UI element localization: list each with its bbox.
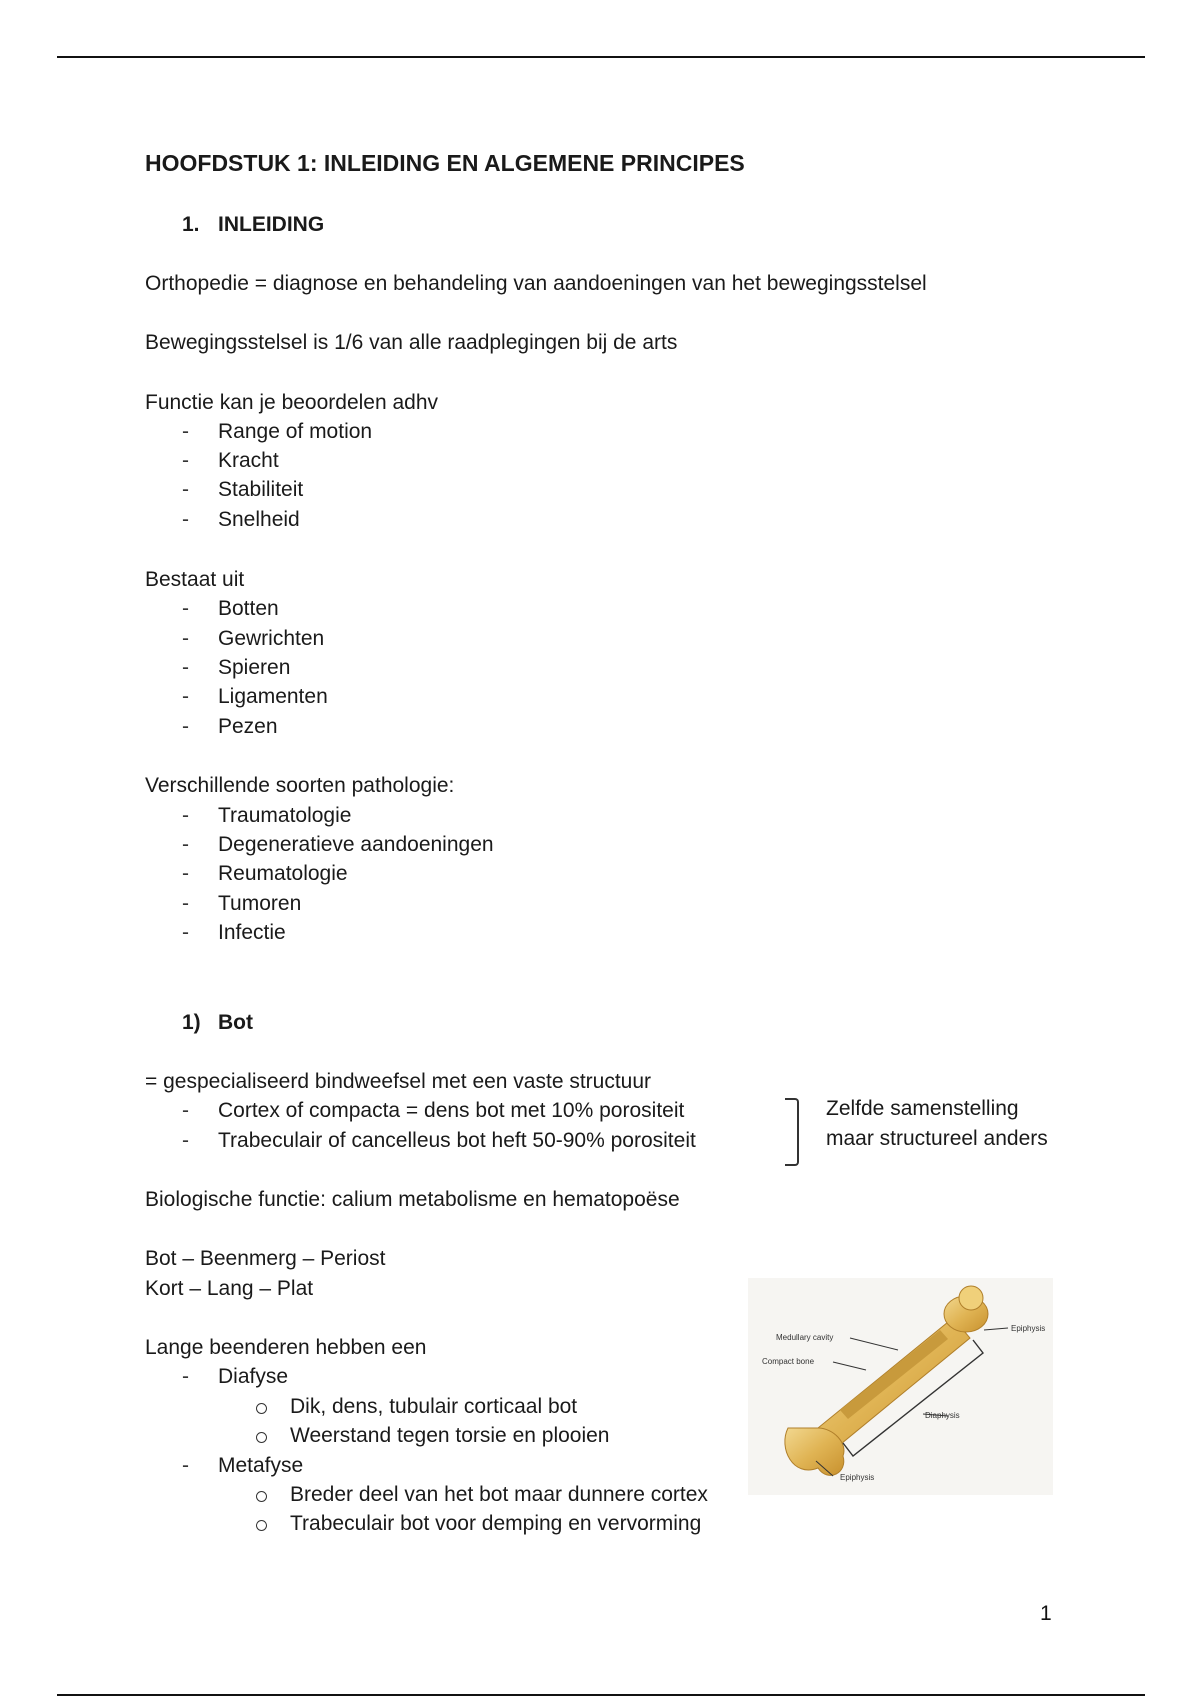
bone-shaft [818, 1318, 970, 1448]
circle-bullet-icon [256, 1432, 267, 1443]
list-item: Botten [218, 597, 279, 620]
list-dash: - [182, 508, 189, 531]
medullary-cavity [840, 1330, 948, 1419]
list-dash: - [182, 420, 189, 443]
bestaat-heading: Bestaat uit [145, 568, 245, 591]
list-item: Cortex of compacta = dens bot met 10% porositeit [218, 1099, 685, 1122]
list-item: Metafyse [218, 1454, 304, 1477]
label-epiphysis-top: Epiphysis [1011, 1324, 1046, 1333]
list-dash: - [182, 1099, 189, 1122]
list-dash: - [182, 685, 189, 708]
section-number: 1. [182, 213, 200, 236]
label-medullary-cavity: Medullary cavity [776, 1333, 834, 1342]
distal-epiphysis [785, 1428, 844, 1475]
list-item: Stabiliteit [218, 478, 304, 501]
list-dash: - [182, 1129, 189, 1152]
sub-list-item: Dik, dens, tubulair corticaal bot [290, 1395, 578, 1418]
bone-types-line: Kort – Lang – Plat [145, 1277, 314, 1300]
footer-rule [57, 1694, 1145, 1696]
list-item: Degeneratieve aandoeningen [218, 833, 494, 856]
list-dash: - [182, 1454, 189, 1477]
label-diaphysis: Diaphysis [925, 1411, 960, 1420]
list-item: Pezen [218, 715, 278, 738]
sub-list-item: Trabeculair bot voor demping en vervorming [290, 1512, 702, 1535]
list-dash: - [182, 715, 189, 738]
list-dash: - [182, 1365, 189, 1388]
long-bone-figure [748, 1278, 1053, 1495]
list-item: Ligamenten [218, 685, 328, 708]
list-dash: - [182, 833, 189, 856]
list-item: Diafyse [218, 1365, 289, 1388]
list-dash: - [182, 597, 189, 620]
bracket-note-line: maar structureel anders [826, 1127, 1048, 1150]
list-item: Tumoren [218, 892, 302, 915]
subsection-number: 1) [182, 1011, 201, 1034]
bot-definition: = gespecialiseerd bindweefsel met een vaste structuur [145, 1070, 652, 1093]
chapter-title: HOOFDSTUK 1: INLEIDING EN ALGEMENE PRINCIPES [145, 150, 745, 176]
subsection-title: Bot [218, 1011, 253, 1034]
list-dash: - [182, 921, 189, 944]
list-dash: - [182, 478, 189, 501]
circle-bullet-icon [256, 1491, 267, 1502]
biological-function: Biologische functie: calium metabolisme en hematopoëse [145, 1188, 680, 1211]
leader-line [984, 1328, 1008, 1330]
label-epiphysis-bottom: Epiphysis [840, 1473, 875, 1482]
list-item: Snelheid [218, 508, 300, 531]
long-bones-heading: Lange beenderen hebben een [145, 1336, 427, 1359]
leader-line [833, 1362, 866, 1370]
leader-line [850, 1338, 898, 1350]
bone-parts-line: Bot – Beenmerg – Periost [145, 1247, 386, 1270]
page-number: 1 [1040, 1602, 1052, 1625]
list-dash: - [182, 862, 189, 885]
femoral-head [959, 1286, 983, 1310]
orthopedie-definition: Orthopedie = diagnose en behandeling van aandoeningen van het bewegingsstelsel [145, 272, 927, 295]
list-item: Trabeculair of cancelleus bot heft 50-90% porositeit [218, 1129, 696, 1152]
list-item: Traumatologie [218, 804, 352, 827]
functie-heading: Functie kan je beoordelen adhv [145, 391, 439, 414]
list-dash: - [182, 656, 189, 679]
sub-list-item: Breder deel van het bot maar dunnere cortex [290, 1483, 708, 1506]
header-rule [57, 56, 1145, 58]
circle-bullet-icon [256, 1403, 267, 1414]
list-dash: - [182, 804, 189, 827]
bracket [785, 1098, 799, 1166]
circle-bullet-icon [256, 1520, 267, 1531]
pathologie-heading: Verschillende soorten pathologie: [145, 774, 455, 797]
sub-list-item: Weerstand tegen torsie en plooien [290, 1424, 610, 1447]
list-dash: - [182, 627, 189, 650]
list-item: Range of motion [218, 420, 373, 443]
list-item: Reumatologie [218, 862, 348, 885]
list-item: Gewrichten [218, 627, 325, 650]
list-item: Infectie [218, 921, 286, 944]
section-title: INLEIDING [218, 213, 325, 236]
list-dash: - [182, 449, 189, 472]
list-item: Kracht [218, 449, 279, 472]
bewegingsstelsel-share: Bewegingsstelsel is 1/6 van alle raadplegingen bij de arts [145, 331, 678, 354]
label-compact-bone: Compact bone [762, 1357, 815, 1366]
bracket-note-line: Zelfde samenstelling [826, 1097, 1019, 1120]
femur-illustration [748, 1278, 1053, 1495]
list-dash: - [182, 892, 189, 915]
list-item: Spieren [218, 656, 291, 679]
